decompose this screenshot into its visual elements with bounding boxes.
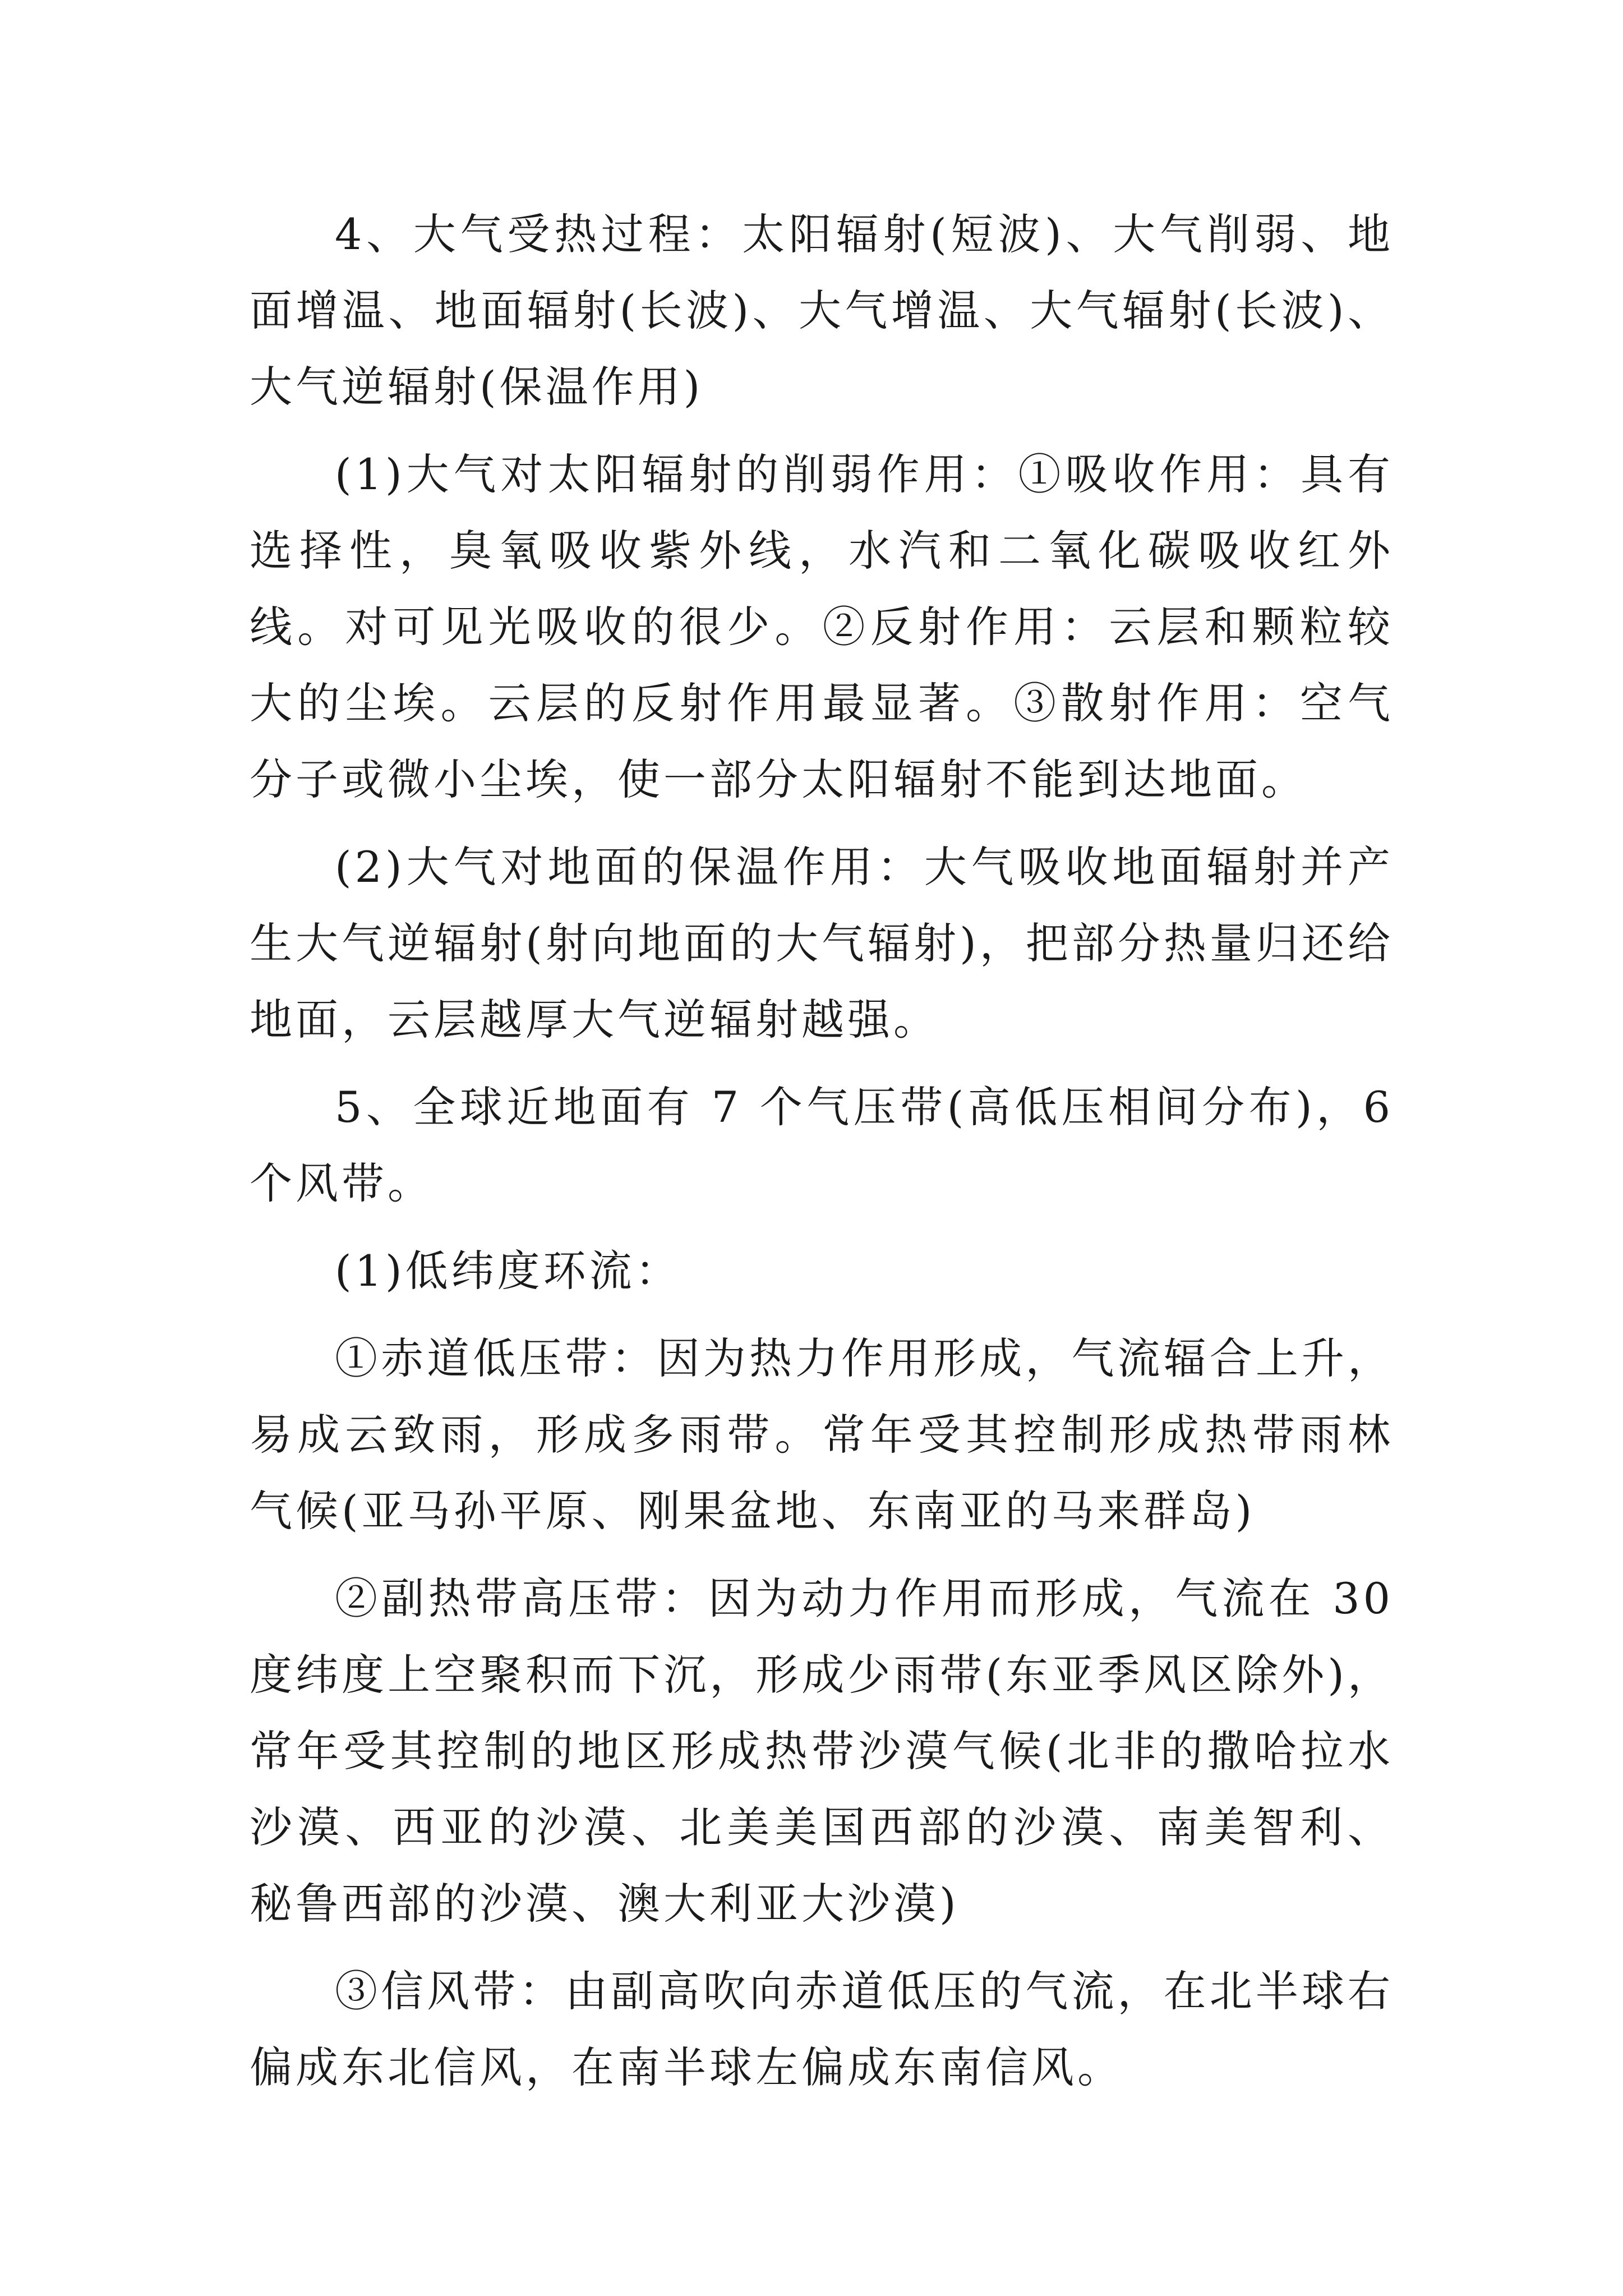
document-body bbox=[250, 196, 1394, 2117]
paragraph-subtropical-high: ②副热带高压带：因为动力作用而形成，气流在 30 度纬度上空聚积而下沉，形成少雨带(东亚季风区除外)，常年受其控制的地区形成热带沙漠气候(北非的撒哈拉水沙漠、西亚的沙漠、北美美国西部的沙漠、南美智利、秘鲁西部的沙漠、澳大利亚大沙漠) bbox=[250, 1573, 1394, 1929]
paragraph-insulation-effect: (2)大气对地面的保温作用：大气吸收地面辐射并产生大气逆辐射(射向地面的大气辐射)，把部分热量归还给地面，云层越厚大气逆辐射越强。 bbox=[250, 842, 1394, 1045]
paragraph-trade-winds: ③信风带：由副高吹向赤道低压的气流，在北半球右偏成东北信风，在南半球左偏成东南信风。 bbox=[250, 1966, 1394, 2092]
paragraph-low-latitude-circulation: (1)低纬度环流： bbox=[335, 1246, 681, 1296]
paragraph-solar-radiation-weakening: (1)大气对太阳辐射的削弱作用：①吸收作用：具有选择性，臭氧吸收紫外线，水汽和二氧化碳吸收红外线。对可见光吸收的很少。②反射作用：云层和颗粒较大的尘埃。云层的反射作用最显著。③散射作用：空气分子或微小尘埃，使一部分太阳辐射不能到达地面。 bbox=[250, 449, 1394, 804]
paragraph-atmospheric-heating: 4、大气受热过程：太阳辐射(短波)、大气削弱、地面增温、地面辐射(长波)、大气增温、大气辐射(长波)、大气逆辐射(保温作用) bbox=[250, 209, 1394, 412]
paragraph-equatorial-low: ①赤道低压带：因为热力作用形成，气流辐合上升，易成云致雨，形成多雨带。常年受其控制形成热带雨林气候(亚马孙平原、刚果盆地、东南亚的马来群岛) bbox=[250, 1333, 1394, 1536]
paragraph-pressure-belts: 5、全球近地面有 7 个气压带(高低压相间分布)，6 个风带。 bbox=[250, 1082, 1394, 1208]
